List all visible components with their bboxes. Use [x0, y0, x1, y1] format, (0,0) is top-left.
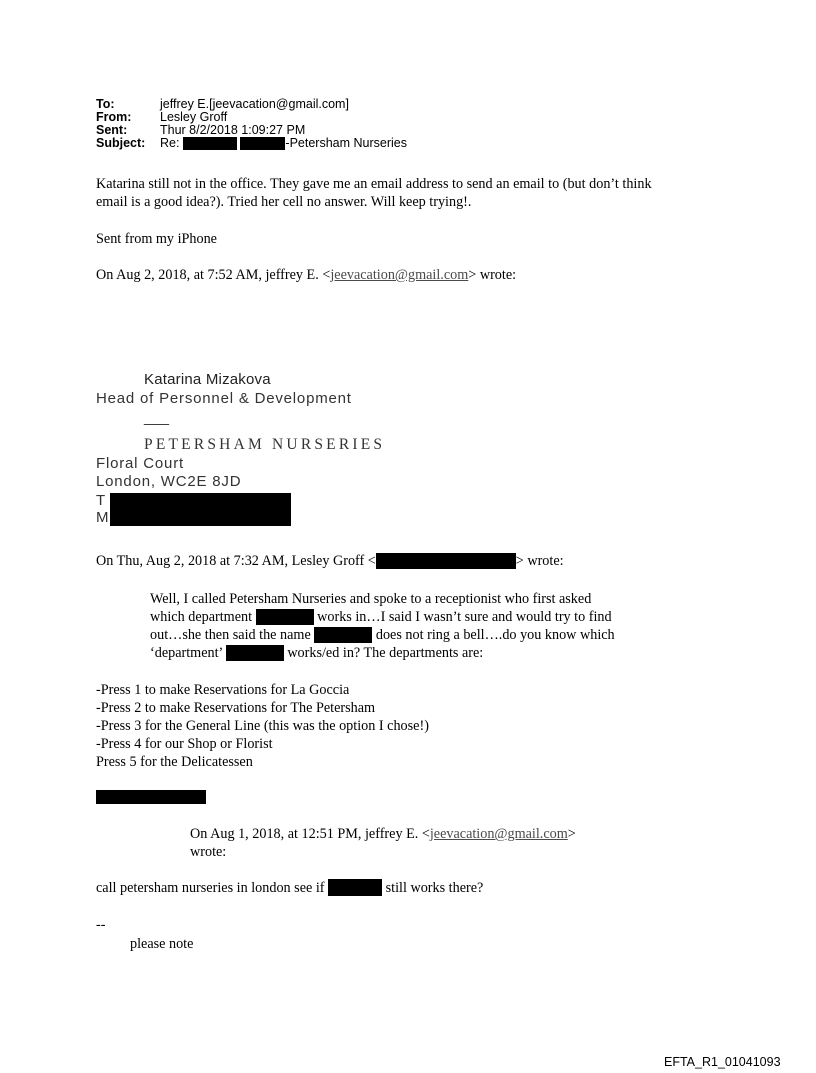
- list-item: Press 5 for the Delicatessen: [96, 754, 253, 770]
- mobile-label: M: [96, 509, 110, 526]
- reply-line-1: Katarina still not in the office. They gave me an email address to send an email to (but don’t think: [96, 176, 652, 192]
- quote2-para-line-4: [150, 644, 483, 662]
- quote2-para-line-1: Well, I called Petersham Nurseries and spoke to a receptionist who first asked: [150, 591, 592, 607]
- quote-intro-1-suffix: > wrote:: [468, 267, 517, 283]
- quote-intro-3: [190, 825, 576, 843]
- from-label: From:: [96, 110, 132, 124]
- email-link[interactable]: jeevacation@gmail.com: [429, 826, 568, 842]
- phone-row: [96, 492, 291, 510]
- text-fragment: which department: [150, 609, 253, 625]
- quote-intro-1: [96, 266, 516, 284]
- address-line-1: Floral Court: [96, 455, 184, 472]
- reply-line-2: email is a good idea?). Tried her cell no answer. Will keep trying!.: [96, 194, 472, 210]
- signature-divider: ___: [144, 409, 170, 426]
- redaction: [96, 790, 206, 804]
- text-fragment: out…she then said the name: [150, 627, 311, 643]
- department-options: [96, 681, 429, 771]
- signature-dashes: --: [96, 917, 106, 933]
- redaction: [328, 879, 382, 896]
- from-value: Lesley Groff: [160, 110, 228, 124]
- text-fragment: still works there?: [385, 880, 484, 896]
- sent-value: Thur 8/2/2018 1:09:27 PM: [160, 123, 306, 137]
- document-id: EFTA_R1_01041093: [664, 1055, 781, 1069]
- mobile-row: [96, 509, 291, 527]
- quote-intro-2-prefix: On Thu, Aug 2, 2018 at 7:32 AM, Lesley Groff <: [96, 553, 376, 569]
- email-header: [96, 98, 407, 150]
- list-item: -Press 2 to make Reservations for The Petersham: [96, 700, 376, 716]
- redaction: [110, 509, 291, 526]
- redaction: [240, 137, 285, 150]
- quote-intro-2: [96, 552, 564, 570]
- address-line-2: London, WC2E 8JD: [96, 473, 242, 490]
- redaction: [183, 137, 237, 150]
- quote-intro-3-suffix: >: [567, 826, 576, 842]
- quote-intro-1-prefix: On Aug 2, 2018, at 7:52 AM, jeffrey E. <: [96, 267, 331, 283]
- redaction: [226, 645, 284, 661]
- list-item: -Press 4 for our Shop or Florist: [96, 736, 273, 752]
- redaction: [256, 609, 314, 625]
- sent-label: Sent:: [96, 123, 128, 137]
- to-row: [96, 98, 407, 111]
- text-fragment: does not ring a bell….do you know which: [375, 627, 615, 643]
- redaction: [376, 553, 516, 569]
- quote-intro-2-suffix: > wrote:: [515, 553, 564, 569]
- list-item: -Press 1 to make Reservations for La Goccia: [96, 682, 350, 698]
- quote-intro-3-prefix: On Aug 1, 2018, at 12:51 PM, jeffrey E. <: [190, 826, 430, 842]
- redaction: [110, 493, 291, 509]
- signature-title: Head of Personnel & Development: [96, 390, 352, 407]
- list-item: -Press 3 for the General Line (this was the option I chose!): [96, 718, 429, 734]
- text-fragment: works in…I said I wasn’t sure and would try to find: [317, 609, 612, 625]
- footer-note: please note: [130, 936, 194, 952]
- to-label: To:: [96, 97, 115, 111]
- email-link[interactable]: jeevacation@gmail.com: [330, 267, 469, 283]
- text-fragment: works/ed in? The departments are:: [287, 645, 484, 661]
- phone-label: T: [96, 492, 106, 509]
- quote2-para-line-2: [150, 608, 612, 626]
- text-fragment: call petersham nurseries in london see if: [96, 880, 325, 896]
- subject-row: [96, 137, 407, 150]
- redaction: [314, 627, 372, 643]
- subject-prefix: Re:: [160, 136, 180, 150]
- company-name: PETERSHAM NURSERIES: [144, 436, 386, 453]
- to-value: jeffrey E.[jeevacation@gmail.com]: [160, 97, 349, 111]
- text-fragment: ‘department’: [150, 645, 223, 661]
- quote2-para-line-3: [150, 626, 615, 644]
- subject-label: Subject:: [96, 136, 146, 150]
- original-message: [96, 879, 483, 897]
- quote-intro-3-line-2: wrote:: [190, 844, 227, 860]
- signature-name: Katarina Mizakova: [144, 371, 271, 388]
- sent-from-line: Sent from my iPhone: [96, 231, 217, 247]
- subject-suffix: -Petersham Nurseries: [285, 136, 407, 150]
